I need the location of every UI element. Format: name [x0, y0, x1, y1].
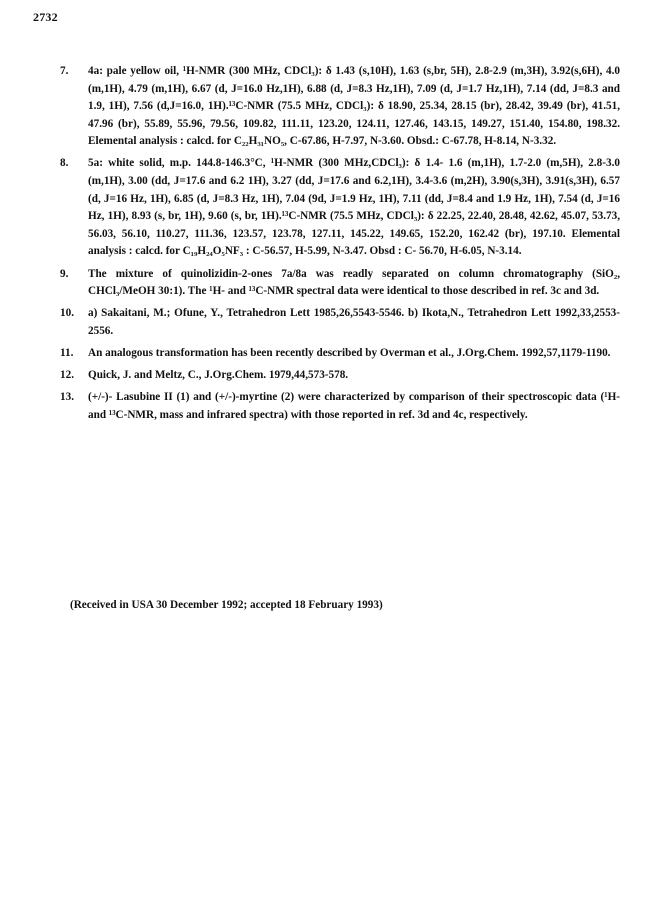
page-number: 2732 — [33, 10, 58, 24]
reference-notes-list — [60, 63, 620, 429]
note-number: 9. — [60, 267, 69, 280]
note-text: The mixture of quinolizidin-2-ones 7a/8a was readly separated on column chromatography (SiO₂, CHCl₃/MeOH 30:1). The ¹H- and ¹³C-NMR spectral data were identical to those described in ref. 3c and 3d. — [88, 267, 620, 298]
reference-note — [60, 266, 620, 301]
note-number: 8. — [60, 157, 69, 170]
note-number: 12. — [60, 369, 74, 381]
note-number: 7. — [60, 65, 69, 77]
note-number: 13. — [60, 391, 74, 404]
reference-note — [60, 367, 620, 385]
received-date-line: (Received in USA 30 December 1992; accepted 18 February 1993) — [70, 599, 383, 611]
note-text: Quick, J. and Meltz, C., J.Org.Chem. 1979,44,573-578. — [88, 369, 349, 381]
reference-note — [60, 389, 620, 424]
note-text: (+/-)- Lasubine II (1) and (+/-)-myrtine (2) were characterized by comparison of their spectroscopic data (¹H- and ¹³C-NMR, mass and infrared spectra) with those reported in ref. 3d and 4c, respectively. — [88, 391, 620, 421]
reference-note — [60, 345, 620, 363]
reference-note — [60, 305, 620, 340]
reference-note — [60, 63, 620, 151]
note-text: 4a: pale yellow oil, ¹H-NMR (300 MHz, CDCl₃): δ 1.43 (s,10H), 1.63 (s,br, 5H), 2.8-2.9 (m,3H), 3.92(s,6H), 4.0 (m,1H), 4.79 (m,1H), 6.67 (d, J=16.0 Hz,1H), 6.88 (d, J=8.3 Hz,1H), 7.09 (d, J=1.7 Hz,1H), 7.14 (dd, J=8.3 and 1.9, 1H), 7.56 (d,J=16.0, 1H).¹³C-NMR (75.5 MHz, CDCl₃): δ 18.90, 25.34, 28.15 (br), 28.42, 39.49 (br), 41.51, 47.96 (br), 55.89, 55.96, 79.56, 109.82, 111.11, 123.20, 124.11, 127.46, 143.15, 149.27, 151.40, 154.80, 198.32. Elemental analysis : calcd. for C₂₂H₃₁NO₅, C-67.86, H-7.97, N-3.60. Obsd.: C-67.78, H-8.14, N-3.32. — [88, 65, 620, 148]
note-text: An analogous transformation has been recently described by Overman et al., J.Org.Chem. 1992,57,1179-1190. — [88, 346, 611, 359]
note-number: 10. — [60, 307, 74, 320]
note-number: 11. — [60, 346, 74, 359]
note-text: 5a: white solid, m.p. 144.8-146.3°C, ¹H-NMR (300 MHz,CDCl₃): δ 1.4- 1.6 (m,1H), 1.7-2.0 (m,5H), 2.8-3.0 (m,1H), 3.00 (dd, J=17.6 and 6.2 1H), 3.27 (dd, J=17.6 and 6.2,1H), 3.4-3.6 (m,2H), 3.90(s,3H), 3.91(s,3H), 6.57 (d, J=16 Hz, 1H), 6.85 (d, J=8.3 Hz, 1H), 7.04 (9d, J=1.9 Hz, 1H), 7.11 (dd, J=8.4 and 1.9 Hz, 1H), 7.54 (d, J=16 Hz, 1H), 8.93 (s, br, 1H), 9.60 (s, br, 1H).¹³C-NMR (75.5 MHz, CDCl₃): δ 22.25, 22.40, 28.48, 42.62, 45.07, 53.73, 56.03, 56.10, 110.27, 111.36, 123.57, 123.78, 127.11, 145.22, 149.65, 152.20, 162.42 (br), 197.10. Elemental analysis : calcd. for C₁₉H₂₄O₅NF₃ : C-56.57, H-5.99, N-3.47. Obsd : C- 56.70, H-6.05, N-3.14. — [88, 157, 620, 258]
note-text: a) Sakaitani, M.; Ofune, Y., Tetrahedron Lett 1985,26,5543-5546. b) Ikota,N., Tetrahedron Lett 1992,33,2553-2556. — [88, 307, 620, 337]
reference-note — [60, 155, 620, 261]
